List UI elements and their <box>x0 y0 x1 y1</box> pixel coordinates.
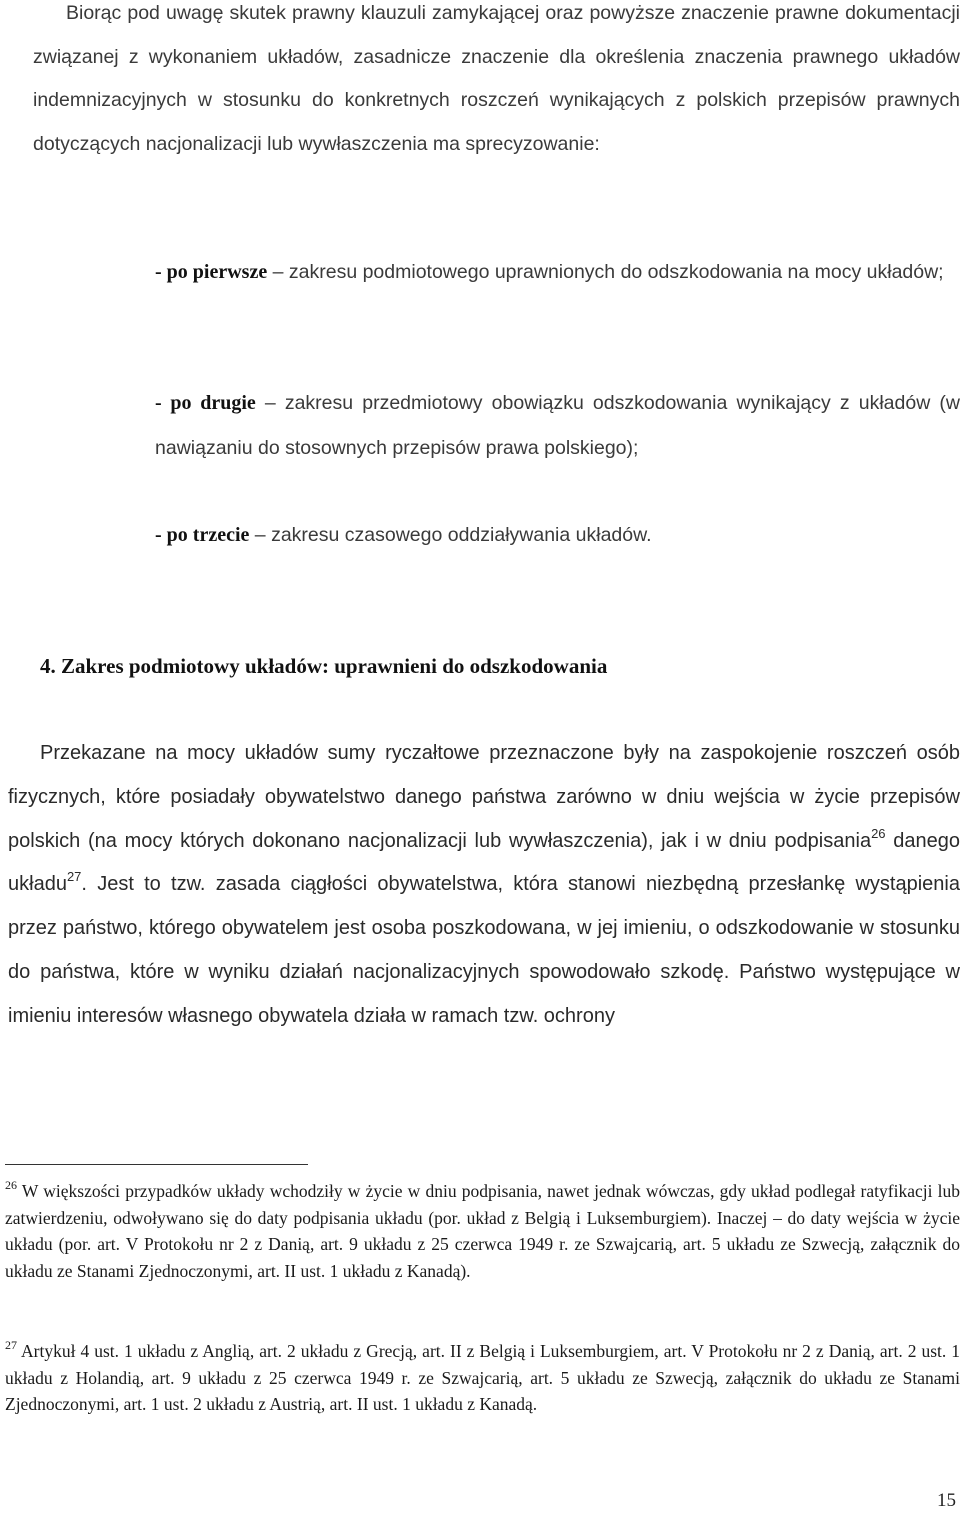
page-number: 15 <box>937 1490 956 1511</box>
footnote-text: W większości przypadków układy wchodziły w życie w dniu podpisania, nawet jednak wówczas, gdy układ podlegał ratyfikacji lub zatwierdzeniu, odwoływano się do daty podpisania układu (por. układ z Belgią i Luksemburgiem). Inaczej – do daty wejścia w życie układu (por. art. V Protokołu nr 2 z Danią, art. 9 układu z 25 czerwca 1949 r. ze Szwajcarią, art. 5 układu ze Szwecją, załącznik do układu ze Stanami Zjednoczonymi, art. II ust. 1 układu z Kanadą). <box>5 1181 960 1281</box>
section-heading: 4. Zakres podmiotowy układów: uprawnieni do odszkodowania <box>40 654 608 678</box>
list-item-text: – zakresu podmiotowego uprawnionych do odszkodowania na mocy układów; <box>267 261 944 283</box>
list-item-text: – zakresu przedmiotowy obowiązku odszkodowania wynikający z układów (w nawiązaniu do stosownych przepisów prawa polskiego); <box>155 392 960 459</box>
footnote <box>5 1178 960 1284</box>
list-item <box>155 513 960 558</box>
list-item-marker: - po drugie <box>155 392 256 414</box>
list-item-marker: - po pierwsze <box>155 261 268 283</box>
intro-paragraph: Biorąc pod uwagę skutek prawny klauzuli zamykającej oraz powyższe znaczenie prawne dokumentacji związanej z wykonaniem układów, zasadnicze znaczenie dla określenia znaczenia prawnego układów indemnizacyjnych w stosunku do konkretnych roszczeń wynikających z polskich przepisów prawnych dotyczących nacjonalizacji lub wywłaszczenia ma sprecyzowanie: <box>33 2 960 155</box>
footnote-number: 26 <box>5 1178 17 1192</box>
body-text: Przekazane na mocy układów sumy ryczałtowe przeznaczone były na zaspokojenie roszczeń osób fizycznych, które posiadały obywatelstwo danego państwa zarówno w dniu wejścia w życie przepisów polskich (na mocy których dokonano nacjonalizacji lub wywłaszczenia), jak i w dniu podpisania <box>8 742 960 852</box>
section-body-paragraph <box>8 732 960 1039</box>
list-item-marker: - po trzecie <box>155 524 250 546</box>
footnote-ref-27[interactable]: 27 <box>66 869 82 885</box>
footnote <box>5 1338 960 1418</box>
body-text: . Jest to tzw. zasada ciągłości obywatelstwa, która stanowi niezbędną przesłankę wystąpienia przez państwo, którego obywatelem jest osoba poszkodowana, w jej imieniu, o odszkodowanie w stosunku do państwa, które w wyniku działań nacjonalizacyjnych spowodowało szkodę. Państwo występujące w imieniu interesów własnego obywatela działa w ramach tzw. ochrony <box>8 873 960 1027</box>
body-text: danego układu <box>8 829 960 896</box>
list-item-text: – zakresu czasowego oddziaływania układów. <box>249 524 652 546</box>
footnote-ref-26[interactable]: 26 <box>871 825 886 841</box>
footnote-separator <box>5 1164 308 1165</box>
list-item <box>155 250 960 295</box>
footnote-number: 27 <box>5 1338 17 1352</box>
list-item <box>155 381 960 471</box>
footnote-text: Artykuł 4 ust. 1 układu z Anglią, art. 2 układu z Grecją, art. II z Belgią i Luksemburgiem, art. V Protokołu nr 2 z Danią, art. 2 ust. 1 układu z Holandią, art. 9 układu z 25 czerwca 1949 r. ze Szwajcarią, art. 5 układu ze Szwecją, załącznik do układu ze Stanami Zjednoczonymi, art. 1 ust. 2 układu z Austrią, art. II ust. 1 układu z Kanadą. <box>5 1341 960 1414</box>
